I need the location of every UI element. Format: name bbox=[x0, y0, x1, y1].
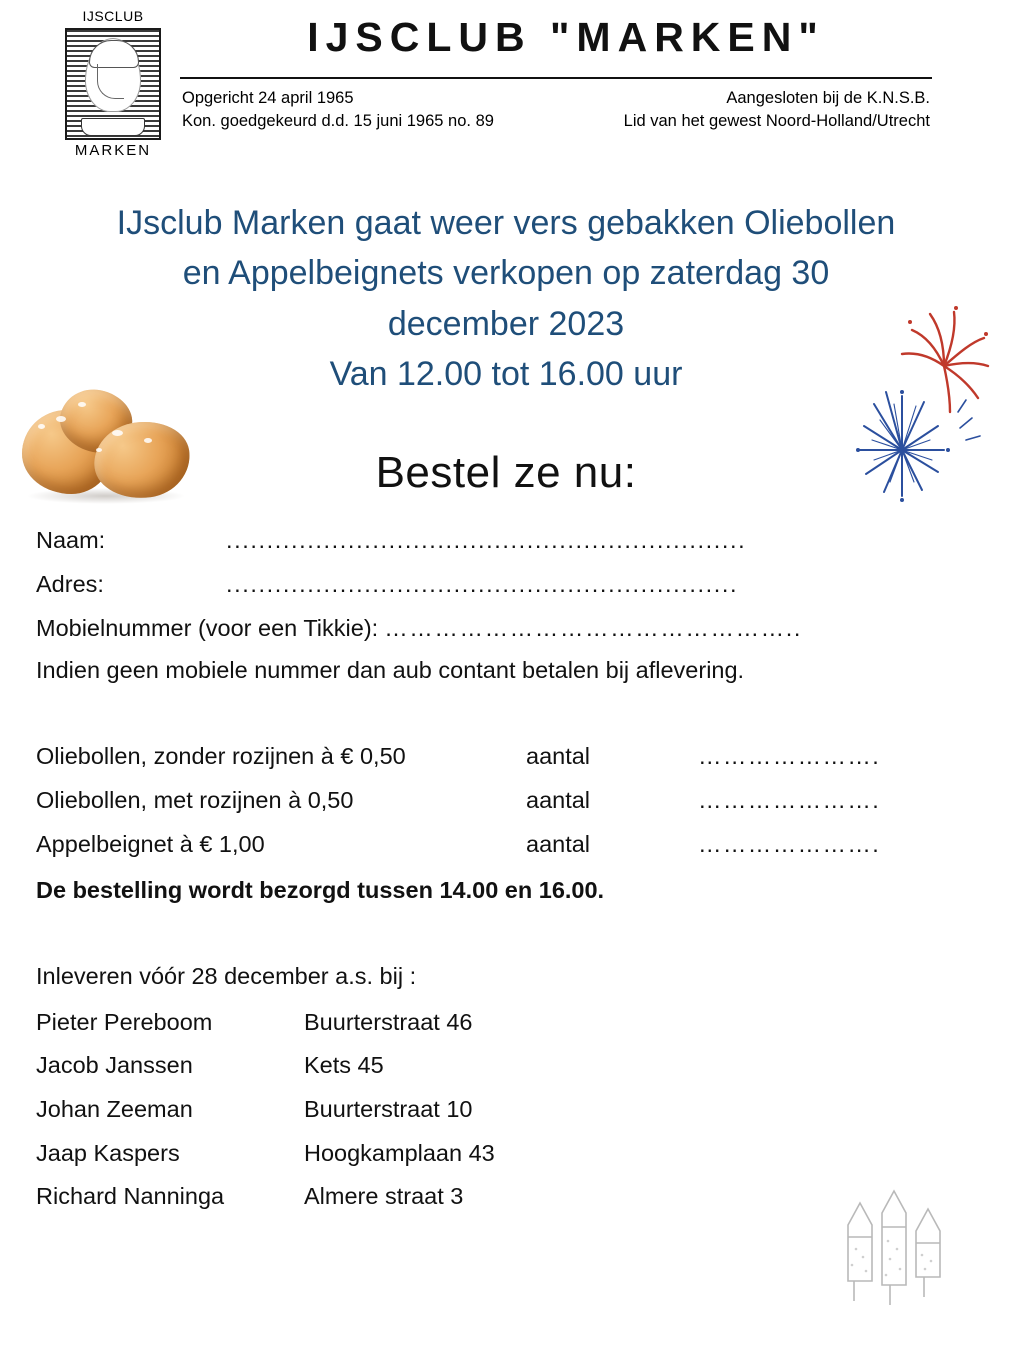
order-items bbox=[36, 734, 936, 913]
order-item-row bbox=[36, 734, 936, 778]
announcement-line-1: IJsclub Marken gaat weer vers gebakken Oliebollen bbox=[116, 204, 896, 242]
label-naam: Naam: bbox=[36, 527, 106, 553]
contact-row bbox=[36, 1175, 936, 1219]
contact-address: Hoogkamplaan 43 bbox=[304, 1139, 495, 1166]
item-amount-label: aantal bbox=[526, 786, 591, 813]
sugar-dust-icon bbox=[56, 416, 66, 422]
contact-name: Pieter Pereboom bbox=[36, 1008, 213, 1035]
sugar-dust-icon bbox=[38, 424, 45, 429]
letterhead-divider bbox=[180, 77, 932, 79]
item-description: Oliebollen, zonder rozijnen à € 0,50 bbox=[36, 742, 406, 769]
contact-address: Buurterstraat 10 bbox=[304, 1096, 473, 1123]
order-item-row bbox=[36, 822, 936, 866]
club-title: IJSCLUB "MARKEN" bbox=[307, 14, 825, 60]
item-description: Appelbeignet à € 1,00 bbox=[36, 831, 265, 858]
order-item-row bbox=[36, 778, 936, 822]
order-form bbox=[36, 518, 936, 1219]
item-amount-input[interactable]: …………………. bbox=[698, 786, 881, 813]
item-amount-input[interactable]: …………………. bbox=[698, 742, 881, 769]
letterhead-text bbox=[176, 14, 936, 133]
input-naam[interactable]: ................................................................ bbox=[226, 527, 747, 553]
founded-line-1: Opgericht 24 april 1965 bbox=[182, 89, 354, 107]
founding-info bbox=[182, 87, 494, 133]
contact-row bbox=[36, 1132, 936, 1176]
announcement-line-3: december 2023 bbox=[387, 304, 625, 343]
field-row-adres bbox=[36, 562, 936, 606]
contact-address: Kets 45 bbox=[304, 1052, 384, 1079]
logo-skate-icon bbox=[81, 118, 145, 136]
logo-top-word: IJSCLUB bbox=[82, 8, 144, 24]
item-amount-label: aantal bbox=[526, 742, 591, 769]
label-adres: Adres: bbox=[36, 571, 104, 598]
contact-address: Almere straat 3 bbox=[304, 1183, 464, 1210]
contact-row bbox=[36, 1044, 936, 1088]
field-row-naam bbox=[36, 518, 936, 562]
input-adres[interactable]: ............................................................... bbox=[226, 571, 739, 598]
club-logo bbox=[58, 8, 168, 159]
item-amount-input[interactable]: …………………. bbox=[698, 831, 881, 858]
payment-note: Indien geen mobiele nummer dan aub contant betalen bij aflevering. bbox=[36, 656, 745, 683]
order-heading: Bestel ze nu: bbox=[375, 448, 637, 497]
submit-deadline: Inleveren vóór 28 december a.s. bij : bbox=[36, 963, 417, 990]
contact-row bbox=[36, 1001, 936, 1045]
submit-section bbox=[36, 954, 936, 1219]
contact-name: Jaap Kaspers bbox=[36, 1139, 180, 1166]
contact-name: Richard Nanninga bbox=[36, 1183, 225, 1210]
input-mobielnummer[interactable]: ………………………………………….. bbox=[384, 615, 803, 642]
contact-name: Jacob Janssen bbox=[36, 1052, 193, 1079]
contact-row bbox=[36, 1088, 936, 1132]
sugar-dust-icon bbox=[112, 430, 123, 436]
announcement-line-2: en Appelbeignets verkopen op zaterdag 30 bbox=[182, 254, 830, 293]
fireworks-rockets-illustration bbox=[830, 1185, 960, 1315]
letterhead bbox=[0, 0, 1012, 178]
label-mobielnummer: Mobielnummer (voor een Tikkie): bbox=[36, 615, 379, 642]
sugar-dust-icon bbox=[144, 438, 152, 443]
contact-name: Johan Zeeman bbox=[36, 1096, 193, 1123]
contact-address: Buurterstraat 46 bbox=[304, 1008, 473, 1035]
logo-face-icon bbox=[85, 38, 141, 112]
affiliation-line-2: Lid van het gewest Noord-Holland/Utrecht bbox=[623, 112, 930, 131]
delivery-notice: De bestelling wordt bezorgd tussen 14.00 en 16.00. bbox=[36, 877, 605, 904]
announcement-line-4: Van 12.00 tot 16.00 uur bbox=[329, 354, 683, 393]
item-amount-label: aantal bbox=[526, 831, 591, 858]
rockets-svg bbox=[830, 1185, 960, 1315]
field-row-mobielnummer bbox=[36, 606, 936, 650]
affiliation-line-1: Aangesloten bij de K.N.S.B. bbox=[726, 89, 930, 107]
item-description: Oliebollen, met rozijnen à 0,50 bbox=[36, 786, 354, 813]
sugar-dust-icon bbox=[78, 402, 86, 407]
affiliation-info bbox=[624, 87, 930, 133]
founded-line-2: Kon. goedgekeurd d.d. 15 juni 1965 no. 89 bbox=[182, 112, 494, 131]
logo-bottom-word: MARKEN bbox=[74, 142, 152, 159]
logo-emblem-icon bbox=[65, 28, 161, 140]
